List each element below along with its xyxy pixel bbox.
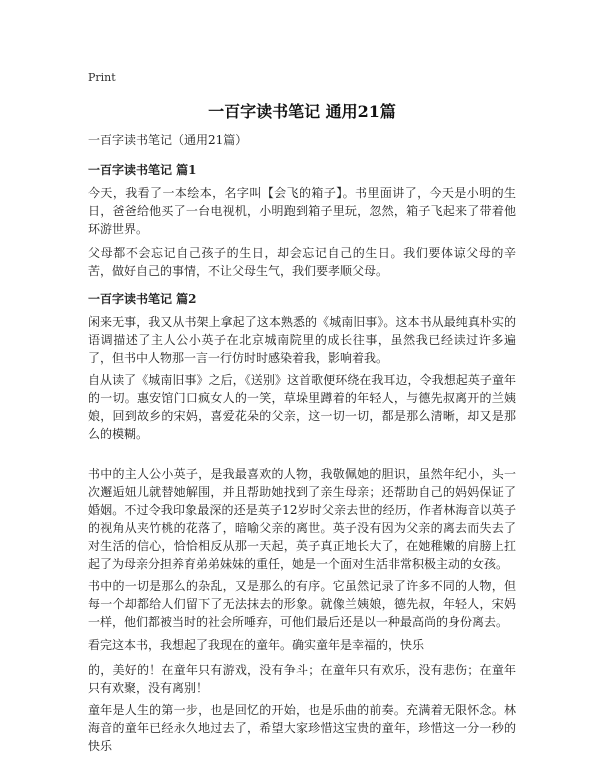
document-subtitle: 一百字读书笔记（通用21篇）	[88, 133, 248, 147]
section-heading-1: 一百字读书笔记 篇1	[88, 163, 197, 177]
section-heading-2: 一百字读书笔记 篇2	[88, 292, 197, 306]
paragraph: 今天，我看了一本绘本，名字叫【会飞的箱子】。书里面讲了，今天是小明的生日，爸爸给他买了一台电视机，小明跑到箱子里玩，忽然，箱子飞起来了带着他环游世界。	[88, 186, 516, 236]
paragraph: 父母都不会忘记自己孩子的生日，却会忘记自己的生日。我们要体谅父母的辛苦，做好自己的事情，不让父母生气，我们要孝顺父母。	[88, 246, 516, 278]
paragraph: 书中的主人公小英子，是我最喜欢的人物，我敬佩她的胆识，虽然年纪小，头一次邂逅妞儿就替她解围，并且帮助她找到了亲生母亲；还帮助自己的妈妈保证了婚姻。不过令我印象最深的还是英子12岁时父亲去世的经历，作者林海音以英子的视角从夹竹桃的花落了，暗喻父亲的离世。英子没有因为父亲的离去而失去了对生活的信心，恰恰相反从那一天起，英子真正地长大了，在她稚嫩的肩膀上扛起了为母亲分担养育弟弟妹妹的重任，她是一个面对生活非常积极主动的女孩。	[88, 467, 516, 571]
document-title: 一百字读书笔记 通用21篇	[208, 102, 396, 121]
paragraph: 的，美好的！在童年只有游戏，没有争斗；在童年只有欢乐，没有悲伤；在童年只有欢聚，没有离别！	[88, 663, 516, 695]
paragraph: 自从读了《城南旧事》之后，《送别》这首歌便环绕在我耳边，令我想起英子童年的一切。惠安馆门口疯女人的一笑，草垛里蹲着的年轻人，与德先叔离开的兰姨娘，回到故乡的宋妈，喜爱花朵的父亲，这一切一切，都是那么清晰，却又是那么的模糊。	[88, 373, 516, 441]
paragraph: 看完这本书，我想起了我现在的童年。确实童年是幸福的，快乐	[88, 638, 425, 652]
paragraph: 书中的一切是那么的杂乱，又是那么的有序。它虽然记录了许多不同的人物，但每一个却都给人们留下了无法抹去的形象。就像兰姨娘，德先叔，年轻人，宋妈一样，他们都被当时的社会所唾弃，可他们最后还是以一种最高尚的身份离去。	[88, 579, 516, 629]
print-label[interactable]: Print	[88, 71, 116, 84]
paragraph: 闲来无事，我又从书架上拿起了这本熟悉的《城南旧事》。这本书从最纯真朴实的语调描述了主人公小英子在北京城南院里的成长往事，虽然我已经读过许多遍了，但书中人物那一言一行仿时时感染着我，影响着我。	[88, 315, 516, 365]
paragraph: 童年是人生的第一步，也是回忆的开始，也是乐曲的前奏。充满着无限怀念。林海音的童年已经永久地过去了，希望大家珍惜这宝贵的童年，珍惜这一分一秒的快乐	[88, 703, 516, 753]
